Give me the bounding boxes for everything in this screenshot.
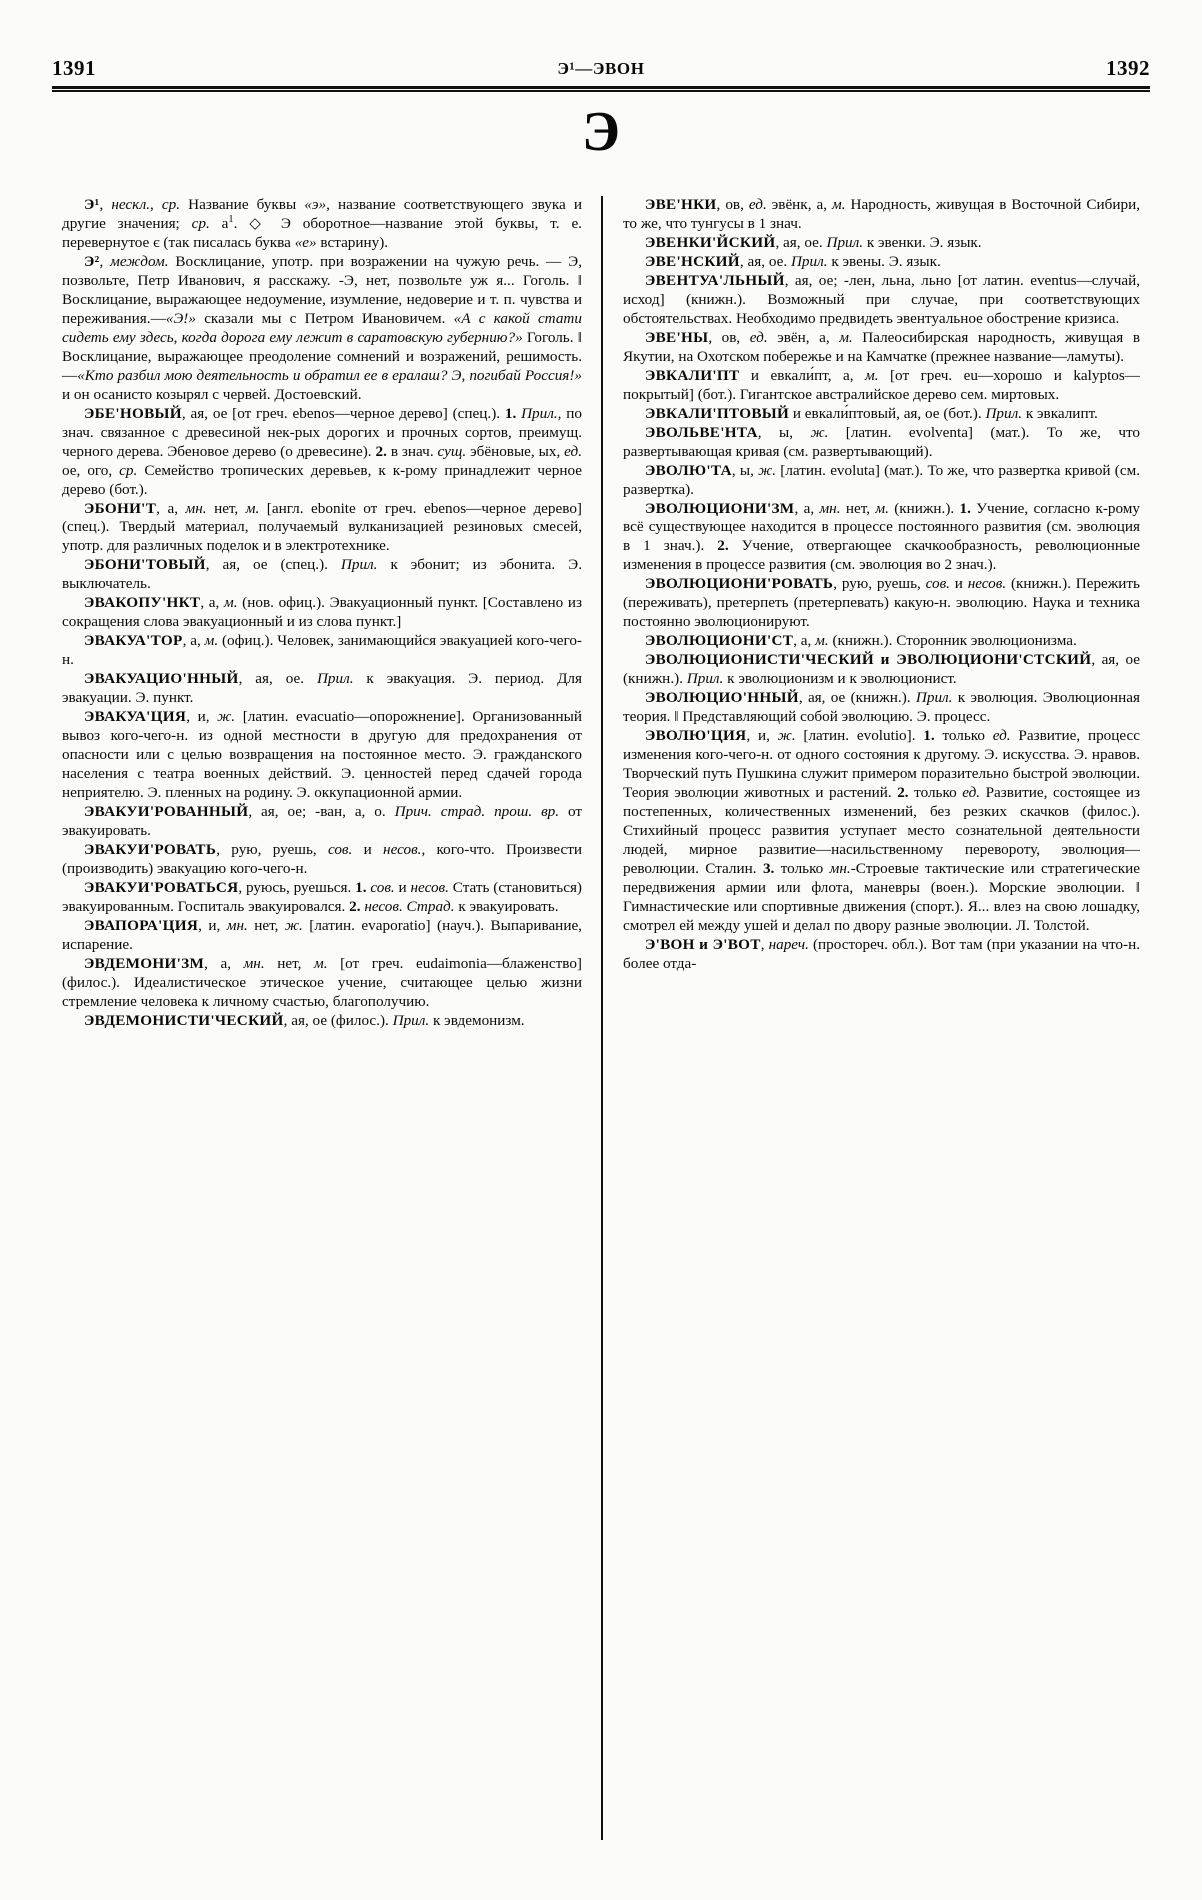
header-rule [52, 86, 1150, 92]
entry-definition: и евкали́птовый, ая, ое (бот.). Прил. к эвкалипт. [789, 404, 1098, 422]
running-head [52, 56, 1150, 86]
entry-headword: ЭВОЛЬВЕ'НТА [645, 423, 758, 441]
left-column [62, 196, 601, 1840]
entry-headword: ЭБОНИ'Т [84, 499, 157, 517]
entry-definition: , ы, ж. [латин. evoluta] (мат.). То же, что развертка кривой (см. развертка). [623, 461, 1140, 498]
columns-container [62, 196, 1140, 1840]
dictionary-entry [623, 367, 1140, 405]
dictionary-entry [62, 594, 582, 632]
dictionary-entry [623, 272, 1140, 329]
dictionary-entry [62, 556, 582, 594]
entry-definition: , и, мн. нет, ж. [латин. evaporatio] (науч.). Выпаривание, испарение. [62, 916, 582, 953]
entry-headword: ЭВОЛЮ'ЦИЯ [645, 727, 747, 745]
dictionary-entry [62, 708, 582, 803]
dictionary-entry [623, 253, 1140, 272]
dictionary-entry [623, 936, 1140, 974]
entry-definition: , ая, ое. Прил. к эвакуация. Э. период. Для эвакуации. Э. пункт. [62, 670, 582, 707]
dictionary-entry [623, 424, 1140, 462]
dictionary-entry [62, 1012, 582, 1031]
entry-headword: ЭВОЛЮЦИОНИ'ЗМ [645, 499, 795, 517]
entry-definition: и евкали́пт, а, м. [от греч. eu—хорошо и kalyptos—покрытый] (бот.). Гигантское австралийское дерево сем. миртовых. [623, 366, 1140, 403]
entry-definition: , ая, ое. Прил. к эвенки. Э. язык. [775, 233, 982, 251]
dictionary-entry [62, 500, 582, 557]
entry-headword: ЭВЕНКИ'ЙСКИЙ [645, 233, 776, 251]
right-column [601, 196, 1140, 1840]
entry-definition: , рую, руешь, сов. и несов., кого-что. Произвести (производить) эвакуацию кого-чего-н. [62, 840, 582, 877]
entry-headword: ЭБОНИ'ТОВЫЙ [84, 556, 206, 574]
entry-definition: , а, мн. нет, м. (книжн.). 1. Учение, согласно к-рому всё существующее находится в процессе постоянного развития (см. эволюция в 1 знач.). 2. Учение, отвергающее скачкообразность, революционные изменения в процессе развития (см. эволюция во 2 знач.). [623, 499, 1140, 574]
entry-headword: ЭВЕ'НСКИЙ [645, 252, 740, 270]
dictionary-entry [62, 879, 582, 917]
entry-headword: ЭВАКУИ'РОВАННЫЙ [84, 803, 249, 820]
entry-headword: Э¹ [84, 196, 100, 213]
entry-headword: ЭВАКОПУ'НКТ [84, 594, 201, 612]
dictionary-entry [62, 917, 582, 955]
entry-definition: , ов, ед. эвён, а, м. Палеосибирская народность, живущая в Якутии, на Охотском побережье и на Камчатке (прежнее название—ламуты). [623, 328, 1140, 365]
dictionary-entry [623, 196, 1140, 234]
entry-headword: Э² [84, 252, 100, 270]
dictionary-entry [623, 689, 1140, 727]
entry-headword: ЭВКАЛИ'ПТ [645, 366, 740, 384]
entry-headword: ЭВАКУАЦИО'ННЫЙ [84, 670, 239, 688]
entry-definition: , ая, ое; -лен, льна, льно [от латин. eventus—случай, исход] (книжн.). Возможный при случае, при соответствующих обстоятельствах. Необходимо предвидеть эвентуальное обострение кризиса. [623, 271, 1140, 327]
dictionary-entry [62, 253, 582, 405]
entry-headword: ЭВОЛЮЦИОНИ'СТ [645, 632, 794, 650]
dictionary-entry [623, 462, 1140, 500]
entry-definition: , ая, ое (книжн.). Прил. к эволюция. Эволюционная теория. ‖ Представляющий собой эволюцию. Э. процесс. [623, 689, 1140, 726]
entry-definition: , и, ж. [латин. evacuatio—опорожнение]. Организованный вывоз кого-чего-н. из одной местности в другую для предохранения от опасности или с целью возвращения на постоянное место. Э. гражданского населения с театра военных действий. Э. ценностей перед сдачей города неприятелю. Э. пленных на родину. Э. оккупационной армии. [62, 708, 582, 802]
dictionary-entry [623, 632, 1140, 651]
entry-headword: ЭВЕ'НКИ [645, 196, 717, 213]
entry-headword: ЭВАКУА'ЦИЯ [84, 708, 187, 726]
dictionary-entry [623, 651, 1140, 689]
entry-headword: Э'ВОН и Э'ВОТ [645, 935, 761, 953]
entry-headword: ЭВОЛЮ'ТА [645, 461, 732, 479]
dictionary-entry [62, 955, 582, 1012]
entry-definition: , и, ж. [латин. evolutio]. 1. только ед. Развитие, процесс изменения кого-чего-н. от одного состояния к другому. Э. искусства. Э. нравов. Творческий путь Пушкина служит примером поразительно быстрой эволюции. Теория эволюции животных и растений. 2. только ед. Развитие, состоящее из постепенных, количественных изменений, без резких скачков (филос.). Стихийный процесс развития уступает место сознательной деятельности людей, мирное развитие—насильственному перевороту, эволюция—революции. Сталин. 3. только мн.-Строевые тактические или стратегические передвижения армии или флота, маневры (воен.). Морские эволюции. ‖ Гимнастические или спортивные движения (спорт.). Я... влез на свою лошадку, смотрел ей между ушей и делал по двору разные эволюции. Л. Толстой. [623, 727, 1140, 934]
dictionary-entry [62, 196, 582, 253]
entry-definition: , ая, ое. Прил. к эвены. Э. язык. [739, 252, 941, 270]
entry-definition: , ая, ое (книжн.). Прил. к эволюционизм и к эволюционист. [623, 651, 1140, 688]
folio-left: 1391 [52, 56, 96, 80]
entry-definition: , руюсь, руешься. 1. сов. и несов. Стать (становиться) эвакуированным. Госпиталь эвакуировался. 2. несов. Страд. к эвакуировать. [62, 878, 582, 915]
dictionary-entry [62, 670, 582, 708]
entry-headword: ЭВАПОРА'ЦИЯ [84, 916, 199, 934]
entry-headword: ЭВЕНТУА'ЛЬНЫЙ [645, 271, 785, 289]
entry-definition: , а, м. (нов. офиц.). Эвакуационный пункт. [Составлено из сокращения слова эвакуационный и из слова пункт.] [62, 594, 582, 631]
entry-headword: ЭВЕ'НЫ [645, 328, 709, 346]
dictionary-entry [623, 727, 1140, 936]
entry-headword: ЭВДЕМОНИ'ЗМ [84, 954, 205, 972]
dictionary-entry [62, 632, 582, 670]
entry-definition: , нареч. (простореч. обл.). Вот там (при указании на что-н. более отда- [623, 935, 1140, 972]
entry-definition: , междом. Восклицание, употр. при возражении на чужую речь. — Э, позвольте, Петр Иванович, я расскажу. -Э, нет, позвольте уж я... Гоголь. ‖ Восклицание, выражающее недоумение, изумление, недоверие и т. п. чувства и переживания.—«Э!» сказали мы с Петром Ивановичем. «А с какой стати сидеть ему здесь, когда дорога ему лежит в саратовскую губернию?» Гоголь. ‖ Восклицание, выражающее преодоление сомнений и возражений, решимость.—«Кто разбил мою деятельность и обратил ее в ералаш? Э, погибай Россия!» и он осанисто козырял с червей. Достоевский. [62, 252, 583, 403]
entry-definition: , а, мн. нет, м. [англ. ebonite от греч. ebenos—черное дерево] (спец.). Твердый материал, получаемый вулканизацией резиновых смесей, употр. для различных поделок и в электротехнике. [62, 499, 582, 555]
entry-headword: ЭВАКУИ'РОВАТЬСЯ [84, 878, 239, 896]
entry-definition: , ая, ое [от греч. ebenos—черное дерево] (спец.). 1. Прил., по знач. связанное с древесиной нек-рых дорогих и прочных сортов, преимущ. черного дерева. Эбеновое дерево (о древесине). 2. в знач. сущ. эбёновые, ых, ед. ое, ого, ср. Семейство тропических деревьев, к к-рому принадлежит черное дерево (бот.). [62, 404, 582, 498]
entry-headword: ЭВАКУИ'РОВАТЬ [84, 840, 217, 858]
dictionary-entry [623, 405, 1140, 424]
entry-headword: ЭВОЛЮЦИО'ННЫЙ [645, 689, 799, 707]
dictionary-entry [623, 234, 1140, 253]
entry-definition: , а, м. (офиц.). Человек, занимающийся эвакуацией кого-чего-н. [62, 632, 582, 669]
entry-definition: , ая, ое (спец.). Прил. к эбонит; из эбонита. Э. выключатель. [62, 556, 582, 593]
entry-definition: , ая, ое (филос.). Прил. к эвдемонизм. [283, 1011, 525, 1029]
entry-definition: , ая, ое; -ван, а, о. Прич. страд. прош. вр. от эвакуировать. [62, 803, 583, 839]
dictionary-entry [623, 329, 1140, 367]
entry-headword: ЭБЕ'НОВЫЙ [84, 404, 182, 422]
entry-headword: ЭВАКУА'ТОР [84, 632, 183, 650]
dictionary-entry [623, 575, 1140, 632]
dictionary-entry [623, 500, 1140, 576]
entry-definition: , ы, ж. [латин. evolventa] (мат.). То же, что развертывающая кривая (см. развертывающий). [623, 423, 1140, 460]
entry-headword: ЭВДЕМОНИСТИ'ЧЕСКИЙ [84, 1011, 284, 1029]
entry-definition: , а, м. (книжн.). Сторонник эволюционизма. [793, 632, 1077, 650]
entry-headword: ЭВОЛЮЦИОНИ'РОВАТЬ [645, 575, 834, 593]
folio-right: 1392 [1106, 56, 1150, 80]
entry-definition: , ов, ед. эвёнк, а, м. Народность, живущая в Восточной Сибири, то же, что тунгусы в 1 знач. [623, 196, 1140, 232]
entry-definition: , рую, руешь, сов. и несов. (книжн.). Пережить (переживать), претерпеть (претерпевать) какую-н. эволюцию. Наука и техника постоянно эволюционируют. [623, 575, 1140, 631]
entry-headword: ЭВОЛЮЦИОНИСТИ'ЧЕСКИЙ и ЭВОЛЮЦИОНИ'СТСКИЙ [645, 651, 1092, 669]
running-title: Э¹—ЭВОН [557, 59, 645, 78]
entry-headword: ЭВКАЛИ'ПТОВЫЙ [645, 404, 790, 422]
entry-definition: , а, мн. нет, м. [от греч. eudaimonia—блаженство] (филос.). Идеалистическое этическое учение, считающее целью жизни стремление человека к личному счастью, благополучию. [62, 954, 582, 1010]
dictionary-entry [62, 841, 582, 879]
section-letter: Э [582, 101, 620, 163]
dictionary-entry [62, 803, 582, 841]
dictionary-entry [62, 405, 582, 500]
entry-definition: , нескл., ср. Название буквы «э», название соответствующего звука и другие значения; ср. $а^1$. ◇ Э оборотное—название этой буквы, т. е. перевернутое є (так писалась буква «е» встарину). [62, 196, 583, 251]
